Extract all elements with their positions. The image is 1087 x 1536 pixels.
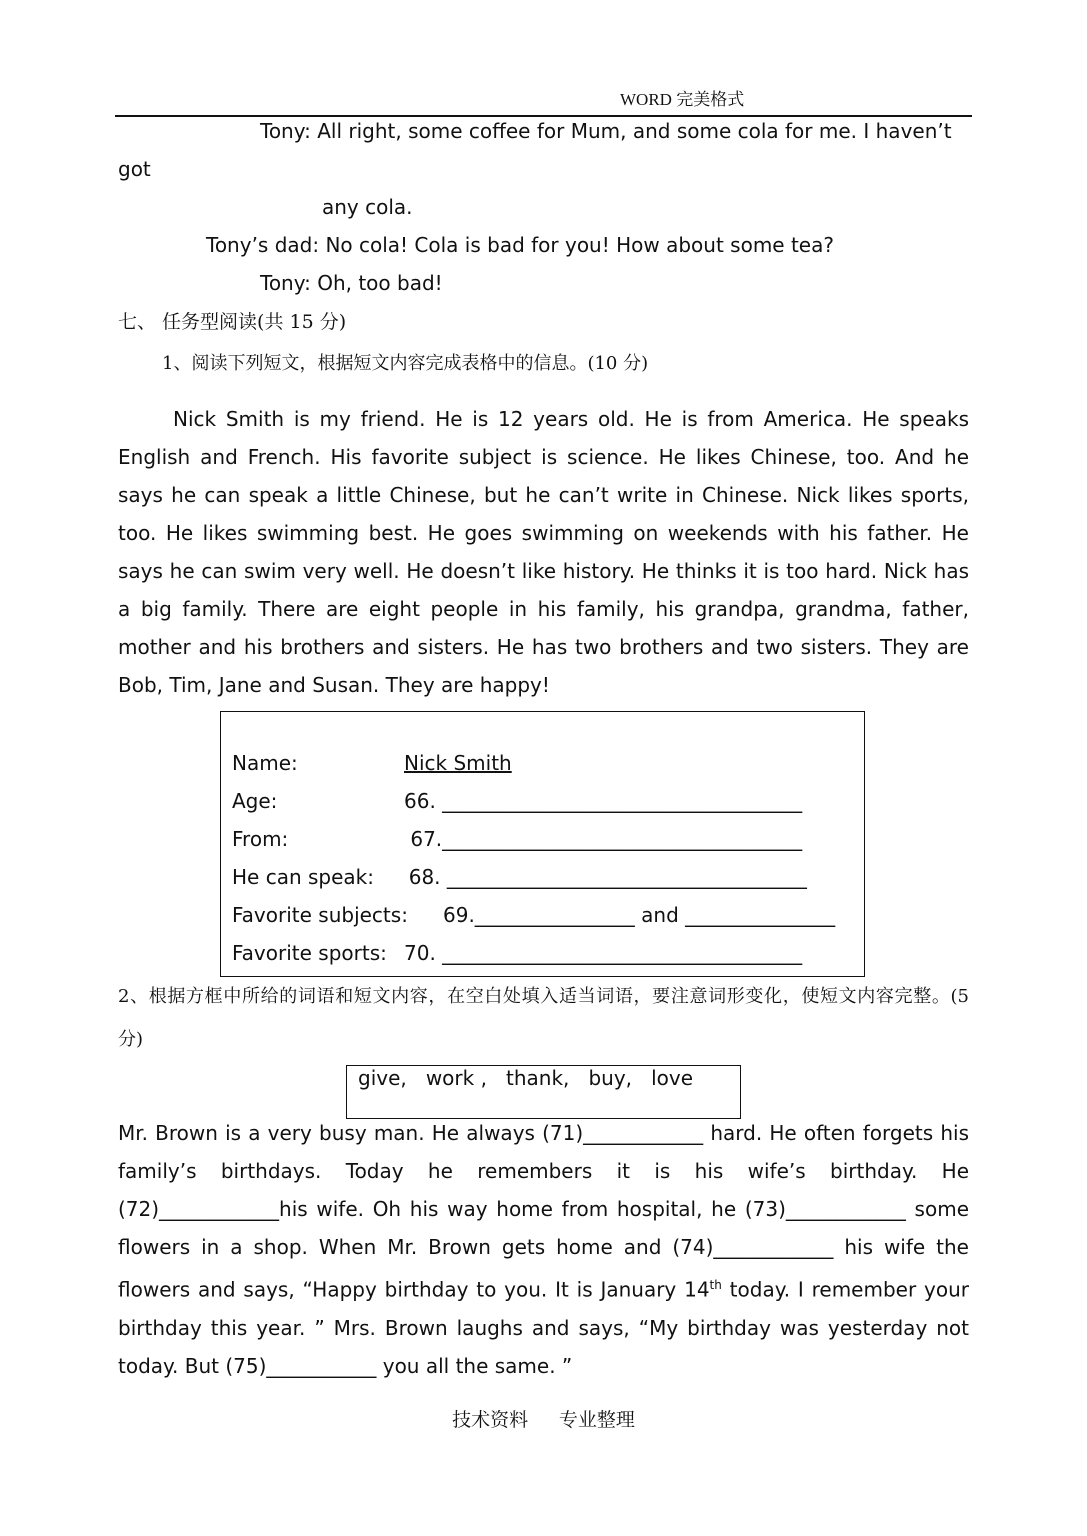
answer-blank-69[interactable]: 69.________________ and _______________ xyxy=(443,903,836,927)
dialogue-line-tony-1: Tony: All right, some coffee for Mum, and some cola for me. I haven’t xyxy=(260,119,952,143)
passage-nick-smith: Nick Smith is my friend. He is 12 years old. He is from America. He speaks English and French. His favorite subject is science. He likes Chinese, too. And he says he can speak a little Chinese, but he can’t write in Chinese. Nick likes sports, too. He likes swimming best. He goes swimming on weekends with his father. He says he can swim very well. He doesn’t like history. He thinks it is too hard. Nick has a big family. There are eight people in his family, his grandpa, grandma, father, mother and his brothers and sisters. He has two brothers and two sisters. They are Bob, Tim, Jane and Susan. They are happy! xyxy=(118,407,969,697)
dialogue-line-wrap: got xyxy=(118,157,151,181)
row-label: From: xyxy=(232,827,289,851)
row-value: Nick Smith xyxy=(404,751,512,775)
row-label: Favorite subjects: xyxy=(232,903,408,927)
row-label: Age: xyxy=(232,789,278,813)
task2-instruction: 2、根据方框中所给的词语和短文内容，在空白处填入适当词语，要注意词形变化，使短文内容完整。(5 分) xyxy=(118,986,969,1050)
answer-blank-70[interactable]: 70. ____________________________________ xyxy=(404,941,803,965)
answer-blank-66[interactable]: 66. ____________________________________ xyxy=(404,789,803,813)
answer-blank-68[interactable]: 68. ____________________________________ xyxy=(396,865,807,889)
ordinal-superscript: th xyxy=(709,1278,722,1292)
table-row-name xyxy=(232,744,512,782)
table-row-speak xyxy=(232,858,807,896)
section-title: 七、 任务型阅读(共 15 分) xyxy=(118,311,347,333)
passage-part1: Mr. Brown is a very busy man. He always (71)____________ hard. He often forgets his family’s birthdays. Today he remembers it is his wife’s birthday. He (72)____________his wife. Oh his way home from hospital, he (73)____________ some flowers in a shop. When Mr. Brown gets home and (74)____________ his wife the flowers and says, “Happy birthday to you. It is January 14 xyxy=(118,1121,969,1302)
row-label: Name: xyxy=(232,751,298,775)
passage-part2: today. I remember your birthday this year. ” Mrs. Brown laughs and says, “My birthday was yesterday not today. But (75)___________ you all the same. ” xyxy=(118,1277,969,1378)
row-label: Favorite sports: xyxy=(232,941,387,965)
task1-instruction: 1、阅读下列短文，根据短文内容完成表格中的信息。(10 分) xyxy=(162,353,649,374)
table-row-from xyxy=(232,820,802,858)
dialogue-line-cont: any cola. xyxy=(322,195,413,219)
dialogue-line-tony-2: Tony: Oh, too bad! xyxy=(260,271,443,295)
page-footer: 技术资料 专业整理 xyxy=(452,1410,635,1431)
dialogue-line-dad: Tony’s dad: No cola! Cola is bad for you! How about some tea? xyxy=(206,233,834,257)
table-row-sports xyxy=(232,934,802,972)
answer-blank-67[interactable]: 67.____________________________________ xyxy=(404,827,803,851)
table-row-age xyxy=(232,782,802,820)
passage-mr-brown xyxy=(118,1114,969,1385)
word-box-words: give, work , thank, buy, love xyxy=(358,1066,694,1090)
page-header: WORD 完美格式 xyxy=(620,90,745,109)
row-label: He can speak: xyxy=(232,865,374,889)
table-row-subjects xyxy=(232,896,835,934)
